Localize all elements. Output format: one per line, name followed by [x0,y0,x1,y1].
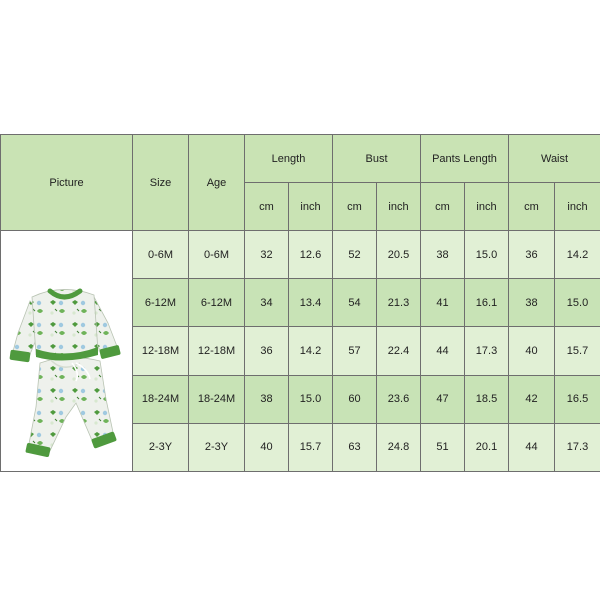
size-cell: 2-3Y [133,423,189,471]
unit-cell: cm [333,183,377,231]
value-cell: 16.5 [555,375,600,423]
value-cell: 47 [421,375,465,423]
value-cell: 15.7 [555,327,600,375]
unit-cell: inch [555,183,600,231]
unit-cell: inch [289,183,333,231]
value-cell: 38 [509,279,555,327]
value-cell: 13.4 [289,279,333,327]
value-cell: 21.3 [377,279,421,327]
value-cell: 17.3 [555,423,600,471]
baby-sweatsuit-outfit-image [2,231,132,471]
value-cell: 34 [245,279,289,327]
value-cell: 42 [509,375,555,423]
header-pants-length: Pants Length [421,135,509,183]
value-cell: 60 [333,375,377,423]
unit-cell: inch [465,183,509,231]
unit-cell: cm [245,183,289,231]
value-cell: 38 [421,231,465,279]
unit-cell: cm [421,183,465,231]
picture-cell [1,231,133,472]
value-cell: 36 [509,231,555,279]
value-cell: 54 [333,279,377,327]
header-length: Length [245,135,333,183]
unit-cell: cm [509,183,555,231]
value-cell: 18.5 [465,375,509,423]
value-cell: 20.5 [377,231,421,279]
value-cell: 14.2 [289,327,333,375]
value-cell: 36 [245,327,289,375]
value-cell: 57 [333,327,377,375]
value-cell: 15.0 [289,375,333,423]
value-cell: 22.4 [377,327,421,375]
size-chart-table [0,134,600,472]
value-cell: 44 [509,423,555,471]
header-age: Age [189,135,245,231]
table-row [1,231,600,279]
value-cell: 63 [333,423,377,471]
value-cell: 15.0 [555,279,600,327]
value-cell: 12.6 [289,231,333,279]
age-cell: 6-12M [189,279,245,327]
age-cell: 18-24M [189,375,245,423]
value-cell: 17.3 [465,327,509,375]
header-bust: Bust [333,135,421,183]
header-picture: Picture [1,135,133,231]
value-cell: 32 [245,231,289,279]
value-cell: 23.6 [377,375,421,423]
header-size: Size [133,135,189,231]
value-cell: 16.1 [465,279,509,327]
size-cell: 12-18M [133,327,189,375]
size-cell: 0-6M [133,231,189,279]
unit-cell: inch [377,183,421,231]
size-cell: 18-24M [133,375,189,423]
value-cell: 41 [421,279,465,327]
value-cell: 20.1 [465,423,509,471]
age-cell: 0-6M [189,231,245,279]
value-cell: 15.0 [465,231,509,279]
value-cell: 44 [421,327,465,375]
value-cell: 15.7 [289,423,333,471]
age-cell: 12-18M [189,327,245,375]
size-cell: 6-12M [133,279,189,327]
value-cell: 14.2 [555,231,600,279]
value-cell: 38 [245,375,289,423]
value-cell: 40 [245,423,289,471]
header-waist: Waist [509,135,600,183]
value-cell: 52 [333,231,377,279]
value-cell: 40 [509,327,555,375]
age-cell: 2-3Y [189,423,245,471]
value-cell: 24.8 [377,423,421,471]
value-cell: 51 [421,423,465,471]
